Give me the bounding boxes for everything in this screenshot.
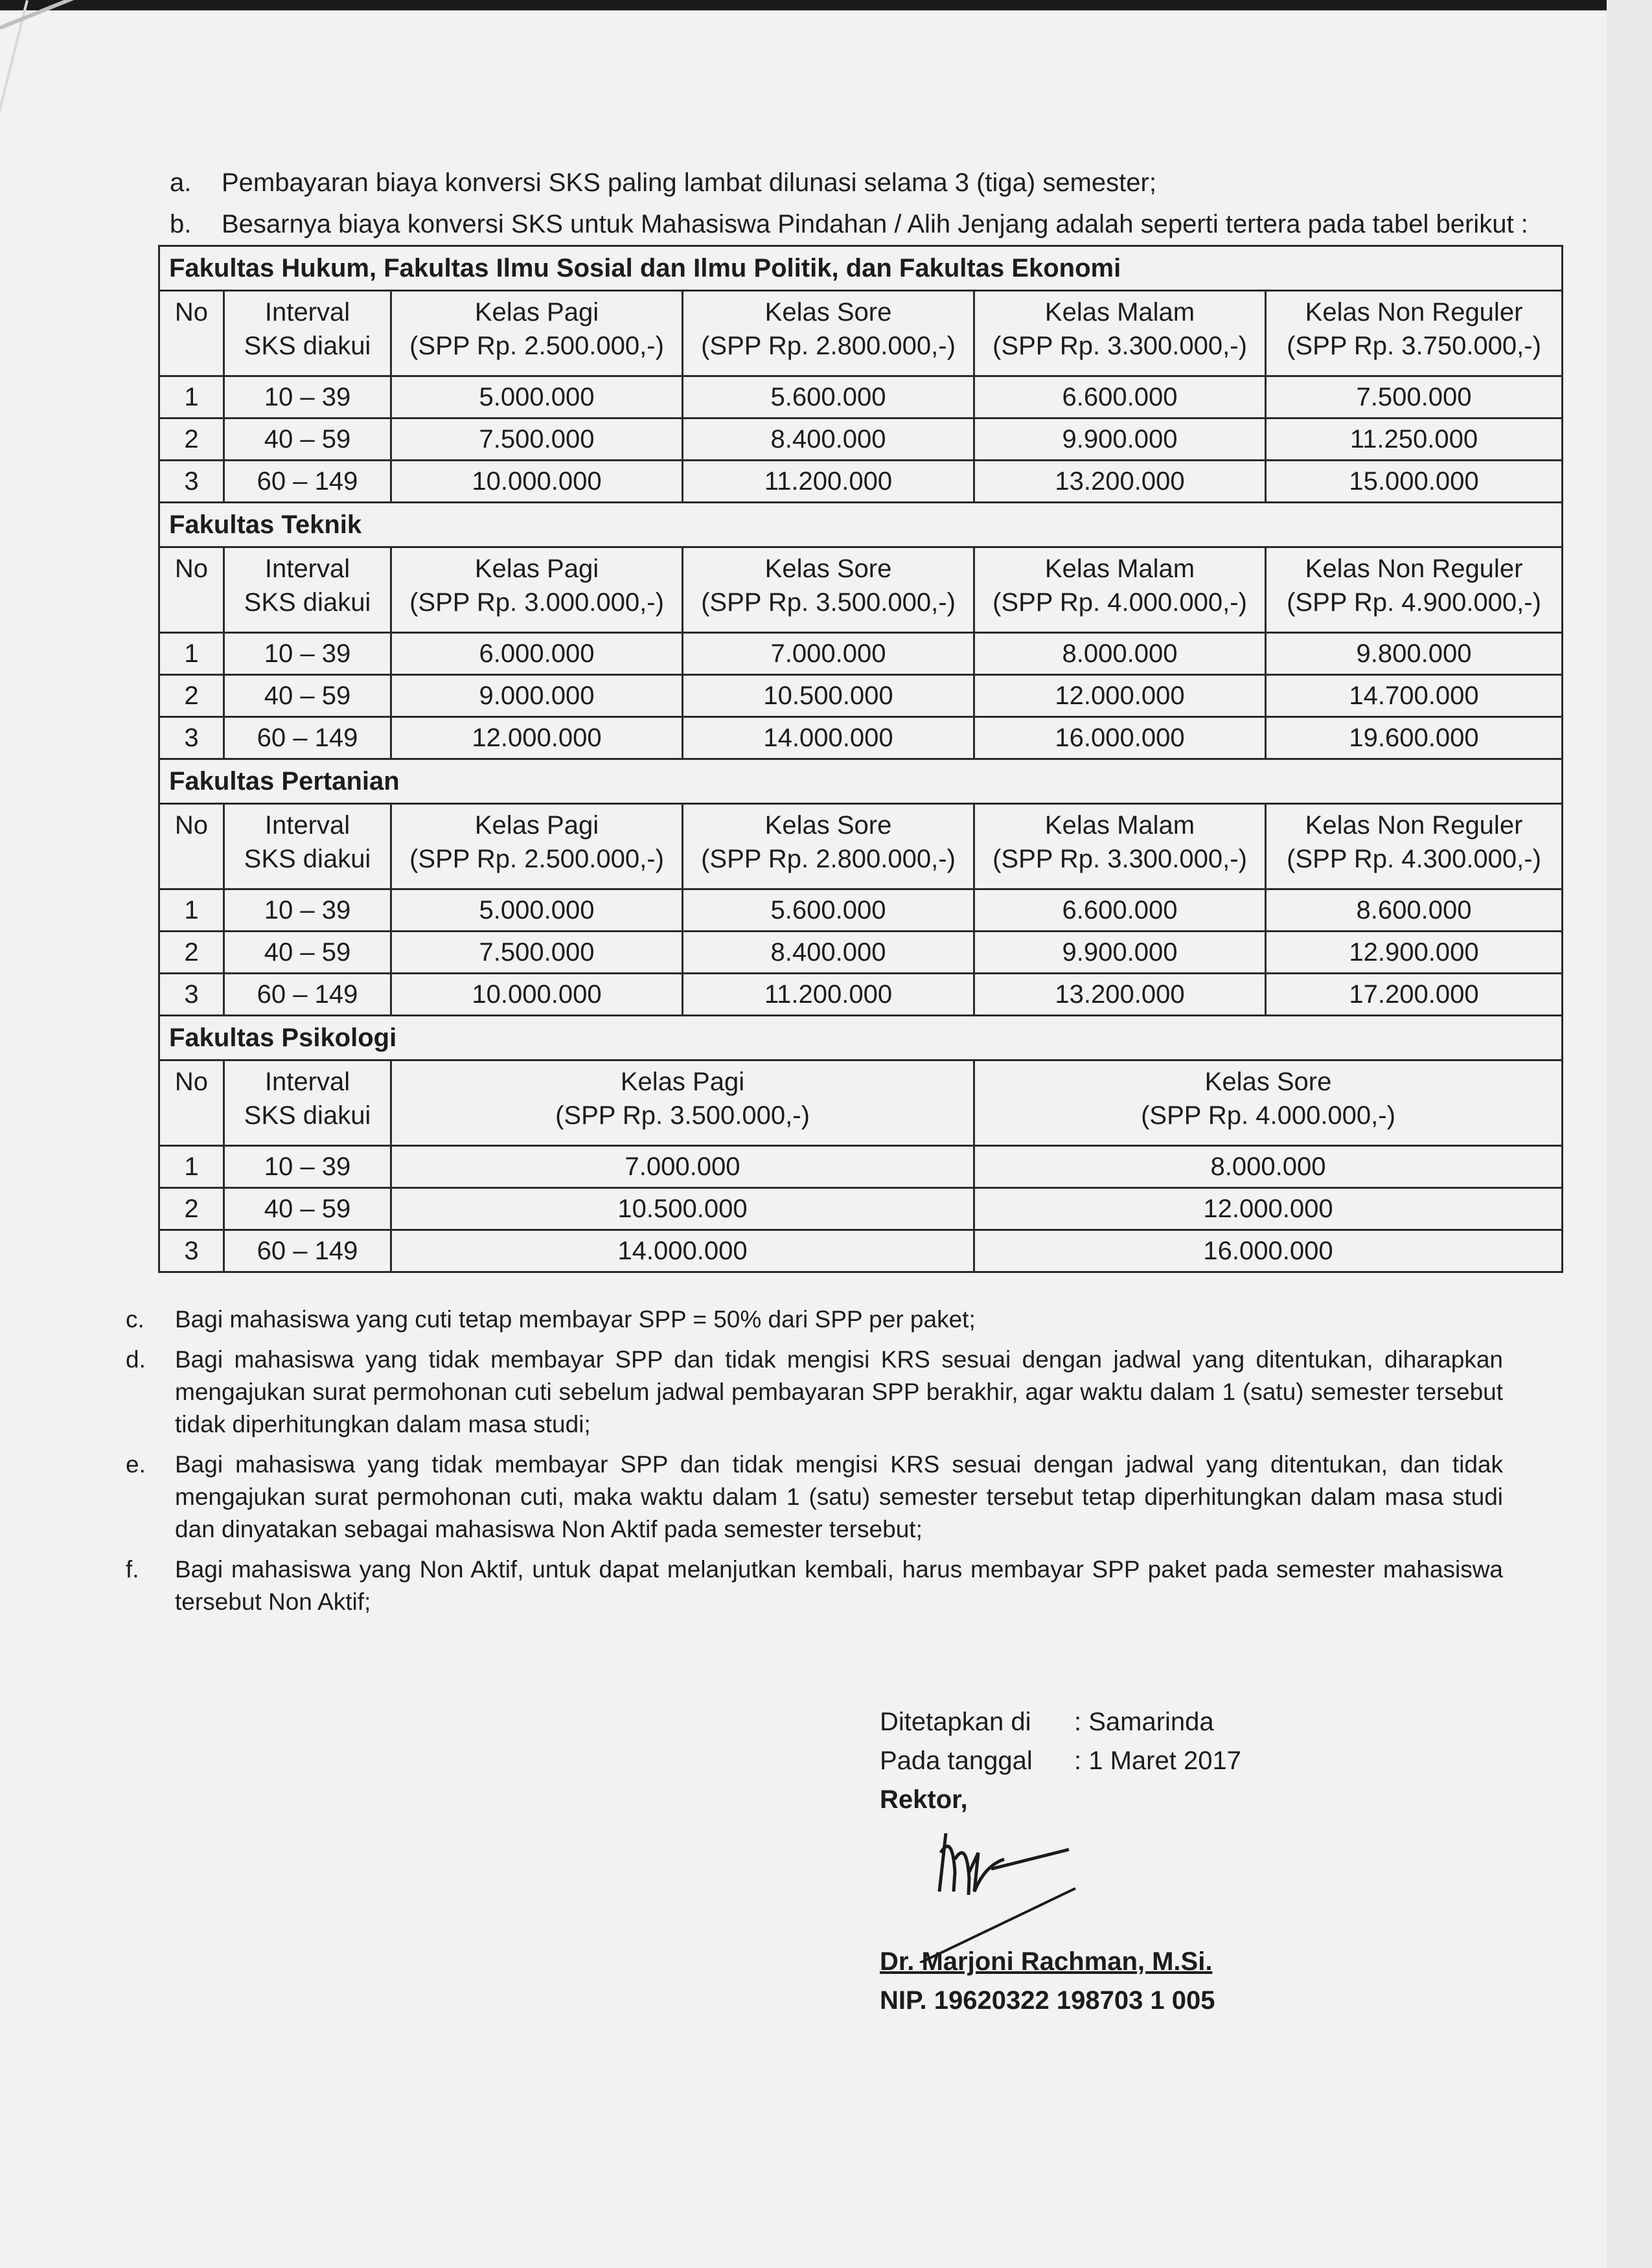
- row-no: 2: [159, 675, 224, 717]
- fee-value: 6.600.000: [974, 889, 1266, 932]
- place-line: [880, 1702, 1241, 1741]
- class-name: Kelas Pagi: [474, 298, 599, 326]
- fee-value: 10.000.000: [391, 974, 683, 1016]
- table-row: [159, 675, 1563, 717]
- fee-value: 10.500.000: [683, 675, 974, 717]
- handwritten-signature: [907, 1814, 1114, 1963]
- header-interval-line1: Interval: [264, 298, 350, 326]
- row-no: 2: [159, 1188, 224, 1230]
- row-no: 3: [159, 974, 224, 1016]
- fee-value: 17.200.000: [1266, 974, 1563, 1016]
- fee-value: 15.000.000: [1266, 461, 1563, 503]
- fee-value: 5.000.000: [391, 889, 683, 932]
- class-spp: (SPP Rp. 4.000.000,-): [992, 588, 1247, 617]
- header-interval-line2: SKS diakui: [244, 1101, 371, 1130]
- table-row: [159, 974, 1563, 1016]
- row-no: 1: [159, 1146, 224, 1188]
- class-name: Kelas Sore: [764, 555, 892, 583]
- row-no: 1: [159, 889, 224, 932]
- fee-value: 13.200.000: [974, 461, 1266, 503]
- fee-value: 10.000.000: [391, 461, 683, 503]
- row-no: 3: [159, 1230, 224, 1272]
- class-spp: (SPP Rp. 2.500.000,-): [409, 332, 664, 360]
- fee-value: 11.250.000: [1266, 418, 1563, 461]
- class-name: Kelas Pagi: [474, 811, 599, 840]
- header-interval: [224, 1060, 391, 1146]
- intro-text: Pembayaran biaya konversi SKS paling lambat dilunasi selama 3 (tiga) semester;: [222, 168, 1156, 197]
- table-row: [159, 889, 1563, 932]
- date-value: : 1 Maret 2017: [1074, 1747, 1241, 1775]
- class-name: Kelas Non Reguler: [1305, 298, 1523, 326]
- class-spp: (SPP Rp. 4.300.000,-): [1287, 845, 1541, 873]
- intro-item-a: [170, 167, 1156, 198]
- section-header-row: [159, 503, 1563, 547]
- header-no: No: [159, 804, 224, 889]
- fee-value: 10.500.000: [391, 1188, 974, 1230]
- fee-value: 14.000.000: [683, 717, 974, 759]
- section-header-row: [159, 1016, 1563, 1060]
- fee-value: 16.000.000: [974, 717, 1266, 759]
- table-row: [159, 1146, 1563, 1188]
- fee-value: 7.000.000: [683, 633, 974, 675]
- row-interval: 60 – 149: [224, 461, 391, 503]
- note-text: Bagi mahasiswa yang tidak membayar SPP dan tidak mengisi KRS sesuai dengan jadwal yang ditentukan, diharapkan mengajukan surat permohonan cuti sebelum jadwal pembayaran SPP berakhir, agar waktu dalam 1 (satu) semester tersebut tidak diperhitungkan dalam masa studi;: [175, 1346, 1503, 1438]
- row-no: 3: [159, 717, 224, 759]
- fee-value: 5.600.000: [683, 889, 974, 932]
- row-interval: 40 – 59: [224, 932, 391, 974]
- row-interval: 10 – 39: [224, 889, 391, 932]
- fee-table: [158, 245, 1563, 1273]
- note-label: c.: [126, 1306, 144, 1333]
- signatory-nip: NIP. 19620322 198703 1 005: [880, 1986, 1215, 2015]
- class-name: Kelas Non Reguler: [1305, 555, 1523, 583]
- row-interval: 60 – 149: [224, 974, 391, 1016]
- header-class: [974, 547, 1266, 633]
- table-row: [159, 717, 1563, 759]
- intro-label: a.: [170, 168, 192, 197]
- note-text: Bagi mahasiswa yang tidak membayar SPP dan tidak mengisi KRS sesuai dengan jadwal yang ditentukan, dan tidak mengajukan surat permohonan cuti, maka waktu dalam 1 (satu) semester tersebut tetap diperhitungkan dalam masa studi dan dinyatakan sebagai mahasiswa Non Aktif pada semester tersebut;: [175, 1451, 1503, 1542]
- row-interval: 60 – 149: [224, 717, 391, 759]
- fee-value: 6.600.000: [974, 376, 1266, 418]
- class-spp: (SPP Rp. 2.800.000,-): [701, 332, 956, 360]
- fee-value: 8.000.000: [974, 633, 1266, 675]
- header-interval-line2: SKS diakui: [244, 332, 371, 360]
- header-class: [683, 291, 974, 376]
- fee-value: 5.600.000: [683, 376, 974, 418]
- fee-value: 12.000.000: [391, 717, 683, 759]
- fee-value: 12.900.000: [1266, 932, 1563, 974]
- scan-artifact: [0, 0, 29, 692]
- section-title: Fakultas Psikologi: [159, 1016, 1563, 1060]
- table-row: [159, 418, 1563, 461]
- header-no: No: [159, 1060, 224, 1146]
- header-class: [683, 804, 974, 889]
- header-no: No: [159, 547, 224, 633]
- class-name: Kelas Sore: [764, 811, 892, 840]
- fee-value: 8.400.000: [683, 932, 974, 974]
- row-no: 2: [159, 932, 224, 974]
- header-class: [1266, 547, 1563, 633]
- date-line: [880, 1741, 1241, 1780]
- intro-text: Besarnya biaya konversi SKS untuk Mahasiswa Pindahan / Alih Jenjang adalah seperti tertera pada tabel berikut :: [222, 210, 1528, 238]
- note-label: f.: [126, 1556, 139, 1583]
- class-spp: (SPP Rp. 3.300.000,-): [992, 845, 1247, 873]
- note-item-d: [126, 1344, 1503, 1441]
- intro-item-b: [170, 209, 1528, 240]
- scan-top-edge: [0, 0, 1652, 10]
- fee-value: 7.500.000: [391, 932, 683, 974]
- fee-value: 7.500.000: [1266, 376, 1563, 418]
- header-interval-line2: SKS diakui: [244, 588, 371, 617]
- class-name: Kelas Pagi: [474, 555, 599, 583]
- class-name: Kelas Malam: [1044, 555, 1195, 583]
- intro-label: b.: [170, 210, 192, 238]
- note-text: Bagi mahasiswa yang cuti tetap membayar SPP = 50% dari SPP per paket;: [175, 1306, 976, 1333]
- row-no: 1: [159, 376, 224, 418]
- note-text: Bagi mahasiswa yang Non Aktif, untuk dapat melanjutkan kembali, harus membayar SPP paket pada semester mahasiswa tersebut Non Aktif;: [175, 1556, 1503, 1615]
- fee-value: 9.800.000: [1266, 633, 1563, 675]
- signatory-title: Rektor,: [880, 1785, 968, 1814]
- section-title: Fakultas Teknik: [159, 503, 1563, 547]
- fee-value: 13.200.000: [974, 974, 1266, 1016]
- class-name: Kelas Non Reguler: [1305, 811, 1523, 840]
- header-class: [391, 547, 683, 633]
- column-header-row: [159, 1060, 1563, 1146]
- fee-value: 14.700.000: [1266, 675, 1563, 717]
- header-interval: [224, 547, 391, 633]
- class-spp: (SPP Rp. 2.500.000,-): [409, 845, 664, 873]
- header-interval-line1: Interval: [264, 555, 350, 583]
- row-no: 1: [159, 633, 224, 675]
- header-class: [974, 1060, 1563, 1146]
- notes-list: [126, 1303, 1503, 1626]
- fee-value: 7.500.000: [391, 418, 683, 461]
- scan-right-edge: [1607, 0, 1652, 2268]
- fee-value: 14.000.000: [391, 1230, 974, 1272]
- row-interval: 40 – 59: [224, 675, 391, 717]
- class-name: Kelas Sore: [764, 298, 892, 326]
- header-interval-line1: Interval: [264, 811, 350, 840]
- class-spp: (SPP Rp. 4.900.000,-): [1287, 588, 1541, 617]
- note-label: e.: [126, 1451, 146, 1478]
- signatory-name: Dr. Marjoni Rachman, M.Si.: [880, 1947, 1213, 1976]
- fee-value: 19.600.000: [1266, 717, 1563, 759]
- place-value: : Samarinda: [1074, 1708, 1214, 1736]
- header-interval-line2: SKS diakui: [244, 845, 371, 873]
- column-header-row: [159, 291, 1563, 376]
- table-row: [159, 932, 1563, 974]
- row-interval: 60 – 149: [224, 1230, 391, 1272]
- section-title: Fakultas Pertanian: [159, 759, 1563, 804]
- row-no: 2: [159, 418, 224, 461]
- fee-value: 8.000.000: [974, 1146, 1563, 1188]
- header-class: [683, 547, 974, 633]
- class-spp: (SPP Rp. 3.000.000,-): [409, 588, 664, 617]
- note-label: d.: [126, 1346, 146, 1373]
- fee-value: 7.000.000: [391, 1146, 974, 1188]
- section-header-row: [159, 759, 1563, 804]
- fee-value: 12.000.000: [974, 1188, 1563, 1230]
- class-spp: (SPP Rp. 3.750.000,-): [1287, 332, 1541, 360]
- row-interval: 10 – 39: [224, 376, 391, 418]
- header-class: [974, 804, 1266, 889]
- header-interval: [224, 804, 391, 889]
- class-name: Kelas Sore: [1204, 1068, 1332, 1096]
- fee-value: 5.000.000: [391, 376, 683, 418]
- class-spp: (SPP Rp. 3.500.000,-): [555, 1101, 810, 1130]
- class-spp: (SPP Rp. 4.000.000,-): [1141, 1101, 1395, 1130]
- row-interval: 10 – 39: [224, 633, 391, 675]
- class-name: Kelas Pagi: [620, 1068, 745, 1096]
- note-item-e: [126, 1449, 1503, 1546]
- fee-value: 8.600.000: [1266, 889, 1563, 932]
- section-header-row: [159, 246, 1563, 291]
- table-row: [159, 633, 1563, 675]
- header-no: No: [159, 291, 224, 376]
- header-class: [1266, 291, 1563, 376]
- class-name: Kelas Malam: [1044, 811, 1195, 840]
- column-header-row: [159, 547, 1563, 633]
- header-class: [391, 1060, 974, 1146]
- row-interval: 40 – 59: [224, 418, 391, 461]
- header-interval-line1: Interval: [264, 1068, 350, 1096]
- table-row: [159, 1188, 1563, 1230]
- header-interval: [224, 291, 391, 376]
- class-name: Kelas Malam: [1044, 298, 1195, 326]
- header-class: [391, 291, 683, 376]
- note-item-f: [126, 1553, 1503, 1618]
- class-spp: (SPP Rp. 3.300.000,-): [992, 332, 1247, 360]
- note-item-c: [126, 1303, 1503, 1336]
- fee-value: 11.200.000: [683, 461, 974, 503]
- fee-value: 9.900.000: [974, 418, 1266, 461]
- header-class: [391, 804, 683, 889]
- header-class: [1266, 804, 1563, 889]
- fee-value: 11.200.000: [683, 974, 974, 1016]
- fee-value: 6.000.000: [391, 633, 683, 675]
- column-header-row: [159, 804, 1563, 889]
- table-row: [159, 1230, 1563, 1272]
- place-label: Ditetapkan di: [880, 1708, 1031, 1736]
- table-row: [159, 461, 1563, 503]
- fee-value: 12.000.000: [974, 675, 1266, 717]
- fee-value: 16.000.000: [974, 1230, 1563, 1272]
- header-class: [974, 291, 1266, 376]
- fee-value: 9.900.000: [974, 932, 1266, 974]
- fee-value: 8.400.000: [683, 418, 974, 461]
- date-label: Pada tanggal: [880, 1747, 1033, 1775]
- row-interval: 10 – 39: [224, 1146, 391, 1188]
- row-interval: 40 – 59: [224, 1188, 391, 1230]
- table-row: [159, 376, 1563, 418]
- class-spp: (SPP Rp. 2.800.000,-): [701, 845, 956, 873]
- row-no: 3: [159, 461, 224, 503]
- fee-value: 9.000.000: [391, 675, 683, 717]
- section-title: Fakultas Hukum, Fakultas Ilmu Sosial dan Ilmu Politik, dan Fakultas Ekonomi: [159, 246, 1563, 291]
- class-spp: (SPP Rp. 3.500.000,-): [701, 588, 956, 617]
- fee-table-body: [159, 246, 1563, 1272]
